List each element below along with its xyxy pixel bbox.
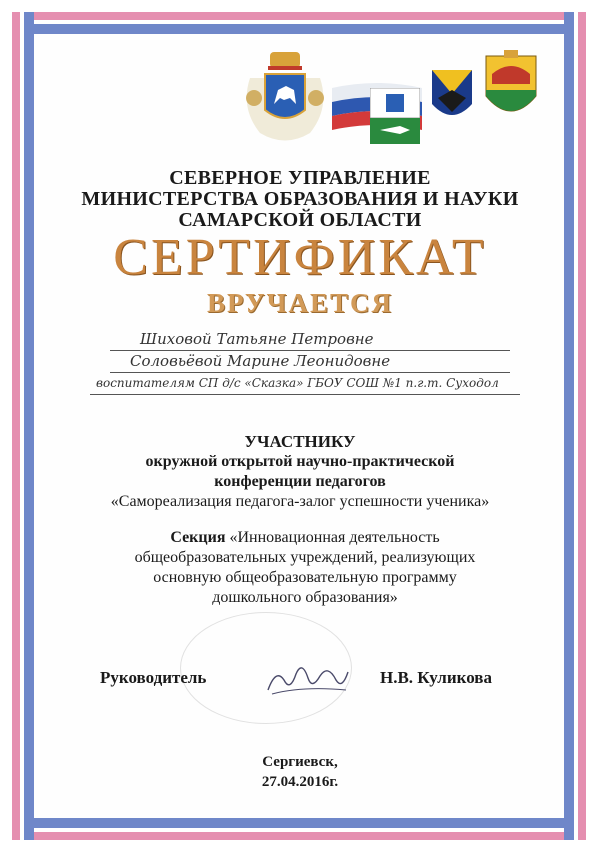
handwritten-recipient-1: Шиховой Татьяне Петровне [140, 330, 374, 348]
certificate-title: СЕРТИФИКАТ [113, 229, 487, 286]
recipient-label: УЧАСТНИКУ [244, 432, 356, 451]
section-block [70, 528, 540, 608]
handwritten-recipient-3: воспитателям СП д/с «Сказка» ГБОУ СОШ №1 п.г.т. Суходол [96, 376, 499, 390]
frame-bottom-border [12, 818, 586, 840]
recipient-block [60, 432, 540, 512]
handwritten-underline-2 [110, 372, 510, 373]
issue-date: 27.04.2016г. [261, 774, 339, 790]
handwritten-underline-1 [110, 350, 510, 351]
section-line-2: общеобразовательных учреждений, реализующих [134, 549, 476, 566]
frame-right-border [564, 12, 586, 840]
section-label: Секция [170, 529, 226, 546]
signatory-name: Н.В. Куликова [380, 668, 492, 687]
sukhodol-emblem-icon [430, 68, 474, 128]
org-line-1: СЕВЕРНОЕ УПРАВЛЕНИЕ [169, 167, 431, 189]
issue-place-date [200, 752, 400, 792]
samara-coat-of-arms-icon [240, 48, 330, 148]
org-line-2: МИНИСТЕРСТВА ОБРАЗОВАНИЯ И НАУКИ [81, 188, 519, 210]
issue-place: Сергиевск, [262, 754, 338, 770]
frame-left-border [12, 12, 34, 840]
emblems-group [240, 48, 540, 158]
frame-top-border [12, 12, 586, 34]
section-line-4: дошкольного образования» [212, 589, 398, 606]
signatory-role: Руководитель [100, 668, 207, 687]
handwritten-signature [262, 650, 352, 700]
sergievsk-coat-of-arms-icon [482, 50, 540, 128]
district-flag-icon [370, 88, 420, 144]
conference-line-1: окружной открытой научно-практической [145, 453, 455, 470]
organization-name [60, 168, 540, 231]
conference-theme: «Самореализация педагога-залог успешности ученика» [110, 493, 490, 510]
section-line-3: основную общеобразовательную программу [153, 569, 457, 586]
awarded-label: ВРУЧАЕТСЯ [207, 288, 393, 318]
section-line-1: «Инновационная деятельность [229, 529, 440, 546]
org-line-3: САМАРСКОЙ ОБЛАСТИ [178, 209, 422, 231]
handwritten-recipient-2: Соловьёвой Марине Леонидовне [130, 352, 391, 370]
handwritten-underline-3 [90, 394, 520, 395]
conference-line-2: конференции педагогов [214, 473, 386, 490]
